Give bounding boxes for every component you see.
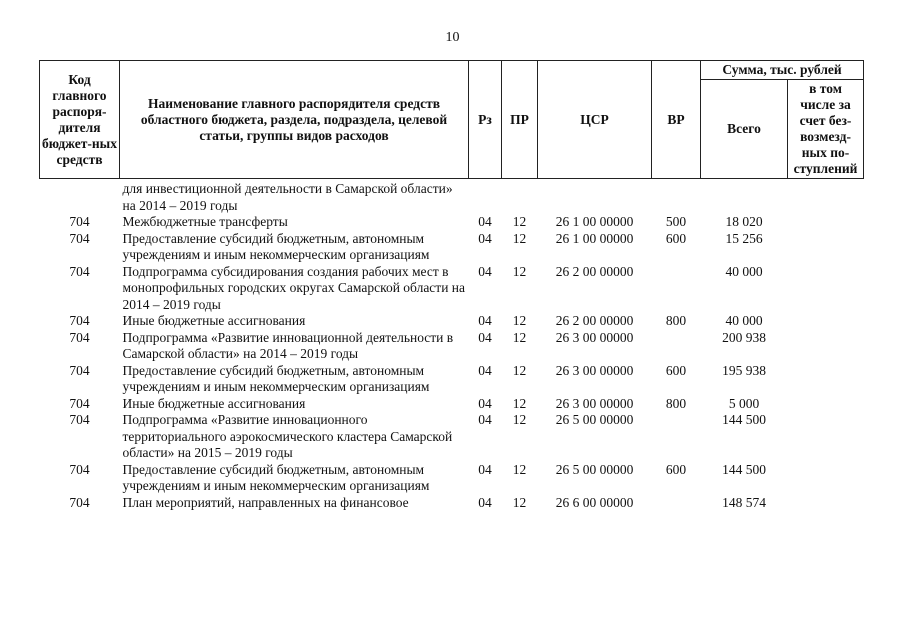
cell-total: 40 000	[725, 263, 763, 279]
cell-name: Иные бюджетные ассигнования	[122, 395, 306, 411]
header-vr: ВР	[652, 61, 701, 179]
cell-code: 704	[69, 412, 90, 427]
table-row	[40, 363, 864, 396]
cell-code: 704	[69, 395, 90, 411]
table-row	[40, 231, 864, 264]
cell-name: Предоставление субсидий бюджетным, автономным учреждениям и иным некоммерческим организациям	[122, 230, 430, 262]
cell-name: Иные бюджетные ассигнования	[122, 313, 306, 328]
cell-total: 18 020	[725, 214, 763, 229]
cell-grants	[788, 313, 864, 330]
cell-name: Подпрограмма субсидирования создания рабочих мест в монопрофильных городских округах Самарской области на 2014 – 2019 годы	[122, 263, 466, 312]
cell-vr	[652, 330, 701, 363]
cell-pr: 12	[512, 313, 527, 328]
cell-csr: 26 6 00 00000	[555, 494, 634, 510]
cell-grants	[788, 363, 864, 396]
cell-vr: 600	[665, 230, 687, 246]
table-row	[40, 495, 864, 512]
cell-pr: 12	[512, 412, 527, 427]
cell-code: 704	[69, 230, 90, 246]
cell-rz: 04	[478, 329, 492, 345]
table-row	[40, 412, 864, 462]
cell-code: 704	[69, 329, 90, 345]
cell-name: Предоставление субсидий бюджетным, автономным учреждениям и иным некоммерческим организациям	[122, 461, 430, 493]
cell-name: План мероприятий, направленных на финансовое	[122, 494, 409, 510]
cell-vr: 500	[665, 214, 687, 229]
header-code: Код главного распоря-дителя бюджет-ных средств	[40, 61, 120, 179]
page-number: 10	[445, 30, 460, 45]
cell-name: для инвестиционной деятельности в Самарской области» на 2014 – 2019 годы	[122, 181, 453, 213]
cell-vr: 600	[665, 362, 687, 378]
table-row	[40, 462, 864, 495]
cell-pr: 12	[512, 395, 527, 411]
cell-total: 144 500	[722, 461, 766, 477]
cell-grants	[788, 231, 864, 264]
cell-name: Подпрограмма «Развитие инновационного территориального аэрокосмического кластера Самарской области» на 2015 – 2019 годы	[122, 412, 453, 460]
cell-csr: 26 3 00 00000	[555, 395, 634, 411]
cell-csr: 26 3 00 00000	[555, 362, 634, 378]
table-row	[40, 264, 864, 314]
header-sum: Сумма, тыс. рублей	[701, 61, 864, 80]
cell-code: 704	[69, 461, 90, 477]
cell-pr: 12	[512, 329, 527, 345]
cell-vr	[652, 179, 701, 215]
table-row	[40, 396, 864, 413]
budget-table	[39, 60, 864, 511]
cell-code: 704	[69, 362, 90, 378]
cell-pr: 12	[512, 214, 527, 229]
header-pr: ПР	[502, 61, 538, 179]
header-total: Всего	[701, 80, 788, 179]
cell-total: 144 500	[722, 412, 766, 427]
cell-rz	[469, 179, 502, 215]
cell-grants	[788, 412, 864, 462]
cell-code: 704	[69, 263, 90, 279]
header-rz: Рз	[469, 61, 502, 179]
cell-total: 200 938	[722, 329, 766, 345]
cell-csr: 26 2 00 00000	[555, 313, 634, 328]
table-header	[40, 61, 864, 179]
cell-name: Межбюджетные трансферты	[122, 214, 288, 229]
cell-pr	[502, 179, 538, 215]
cell-rz: 04	[478, 362, 492, 378]
cell-pr: 12	[512, 362, 527, 378]
cell-grants	[788, 330, 864, 363]
cell-rz: 04	[478, 461, 492, 477]
cell-name: Подпрограмма «Развитие инновационной деятельности в Самарской области» на 2014 – 2019 годы	[122, 329, 454, 361]
header-name: Наименование главного распорядителя средств областного бюджета, раздела, подраздела, целевой статьи, группы видов расходов	[120, 61, 469, 179]
cell-total: 40 000	[725, 313, 763, 328]
cell-code: 704	[69, 494, 90, 510]
cell-pr: 12	[512, 461, 527, 477]
cell-total	[701, 179, 788, 215]
cell-grants	[788, 462, 864, 495]
cell-total: 195 938	[722, 362, 766, 378]
cell-rz: 04	[478, 494, 492, 510]
cell-pr: 12	[512, 230, 527, 246]
cell-rz: 04	[478, 395, 492, 411]
cell-csr: 26 5 00 00000	[555, 412, 634, 427]
cell-csr: 26 1 00 00000	[555, 214, 634, 229]
cell-rz: 04	[478, 412, 492, 427]
table-row	[40, 313, 864, 330]
cell-vr: 800	[665, 313, 687, 328]
header-csr: ЦСР	[538, 61, 652, 179]
cell-pr: 12	[512, 263, 527, 279]
cell-vr	[652, 495, 701, 512]
cell-csr: 26 1 00 00000	[555, 230, 634, 246]
cell-total: 15 256	[725, 230, 763, 246]
cell-pr: 12	[512, 494, 527, 510]
cell-grants	[788, 396, 864, 413]
cell-code: 704	[69, 214, 90, 229]
cell-grants	[788, 495, 864, 512]
header-grants: в том числе за счет без-возмезд-ных по-ступлений	[788, 80, 864, 179]
cell-vr	[652, 264, 701, 314]
cell-rz: 04	[478, 214, 492, 229]
cell-vr	[652, 412, 701, 462]
cell-grants	[788, 179, 864, 215]
cell-rz: 04	[478, 263, 492, 279]
table-body	[40, 179, 864, 512]
cell-csr: 26 2 00 00000	[555, 263, 634, 279]
cell-rz: 04	[478, 230, 492, 246]
cell-rz: 04	[478, 313, 492, 328]
table-row	[40, 214, 864, 231]
cell-csr: 26 5 00 00000	[555, 461, 634, 477]
table-row	[40, 179, 864, 215]
cell-total: 5 000	[728, 395, 760, 411]
cell-code: 704	[69, 313, 90, 328]
cell-name: Предоставление субсидий бюджетным, автономным учреждениям и иным некоммерческим организациям	[122, 362, 430, 394]
cell-grants	[788, 264, 864, 314]
cell-total: 148 574	[722, 494, 766, 510]
cell-csr	[538, 179, 652, 215]
cell-csr: 26 3 00 00000	[555, 329, 634, 345]
cell-vr: 800	[665, 395, 687, 411]
cell-code	[40, 179, 120, 215]
table-row	[40, 330, 864, 363]
cell-grants	[788, 214, 864, 231]
cell-vr: 600	[665, 461, 687, 477]
